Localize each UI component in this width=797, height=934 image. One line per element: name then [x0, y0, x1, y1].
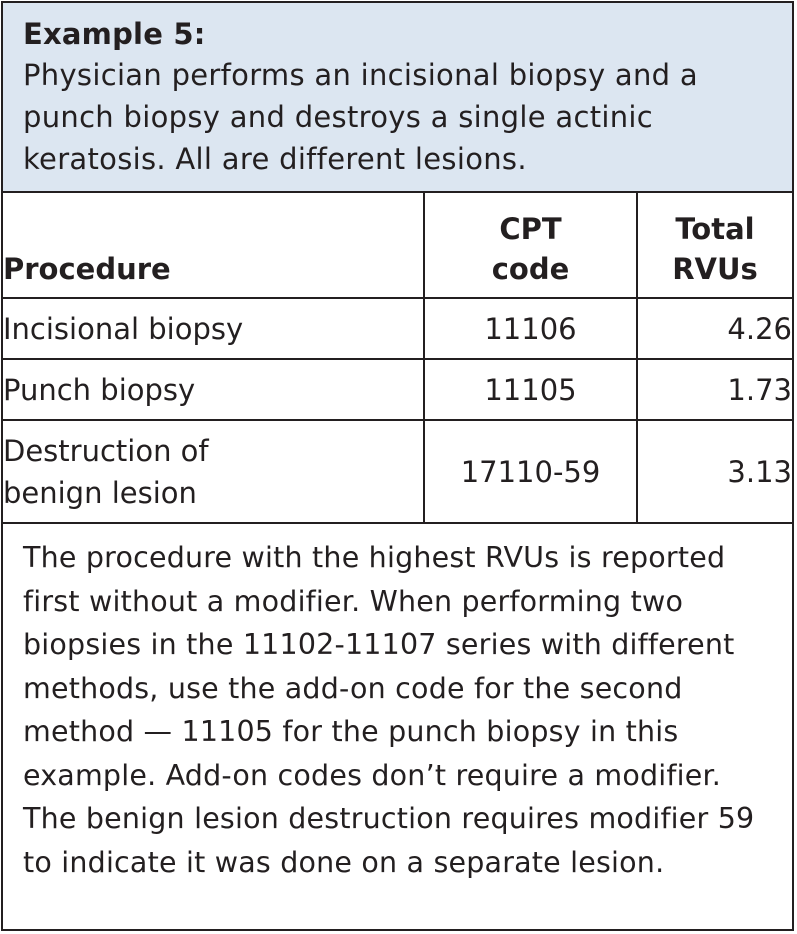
header-cpt-line1: CPT — [499, 212, 562, 246]
table-row — [3, 420, 792, 523]
row-procedure-line1: Destruction of — [3, 433, 209, 468]
header-rvu-line1: Total — [675, 212, 755, 246]
row-procedure: Punch biopsy — [3, 359, 424, 420]
header-cpt-code — [424, 193, 637, 298]
row-cpt-code: 11106 — [424, 298, 637, 359]
row-total-rvus: 4.26 — [637, 298, 792, 359]
table-header-row — [3, 193, 792, 298]
explanation-note: The procedure with the highest RVUs is reported first without a modifier. When performing two biopsies in the 11102-11107 series with different methods, use the add-on code for the second method — 11105 for the punch biopsy in this example. Add-on codes don’t require a modifier. The benign lesion destruction requires modifier 59 to indicate it was done on a separate lesion. — [23, 541, 755, 879]
header-procedure-label: Procedure — [3, 252, 171, 286]
example-header — [3, 3, 792, 193]
example-title: Example 5: — [23, 17, 206, 51]
header-cpt-line2: code — [491, 252, 570, 286]
example-box — [1, 1, 794, 931]
row-cpt-code: 17110-59 — [424, 420, 637, 523]
header-total-rvus — [637, 193, 792, 298]
row-total-rvus: 1.73 — [637, 359, 792, 420]
header-rvu-line2: RVUs — [672, 252, 758, 286]
row-procedure: Incisional biopsy — [3, 298, 424, 359]
row-procedure — [3, 420, 424, 523]
row-cpt-code: 11105 — [424, 359, 637, 420]
table-row — [3, 298, 792, 359]
table-row — [3, 359, 792, 420]
example-description: Physician performs an incisional biopsy and a punch biopsy and destroys a single actinic keratosis. All are different lesions. — [23, 58, 698, 176]
row-procedure-line2: benign lesion — [3, 475, 197, 510]
header-procedure — [3, 193, 424, 298]
procedure-table — [3, 193, 792, 524]
row-total-rvus: 3.13 — [637, 420, 792, 523]
